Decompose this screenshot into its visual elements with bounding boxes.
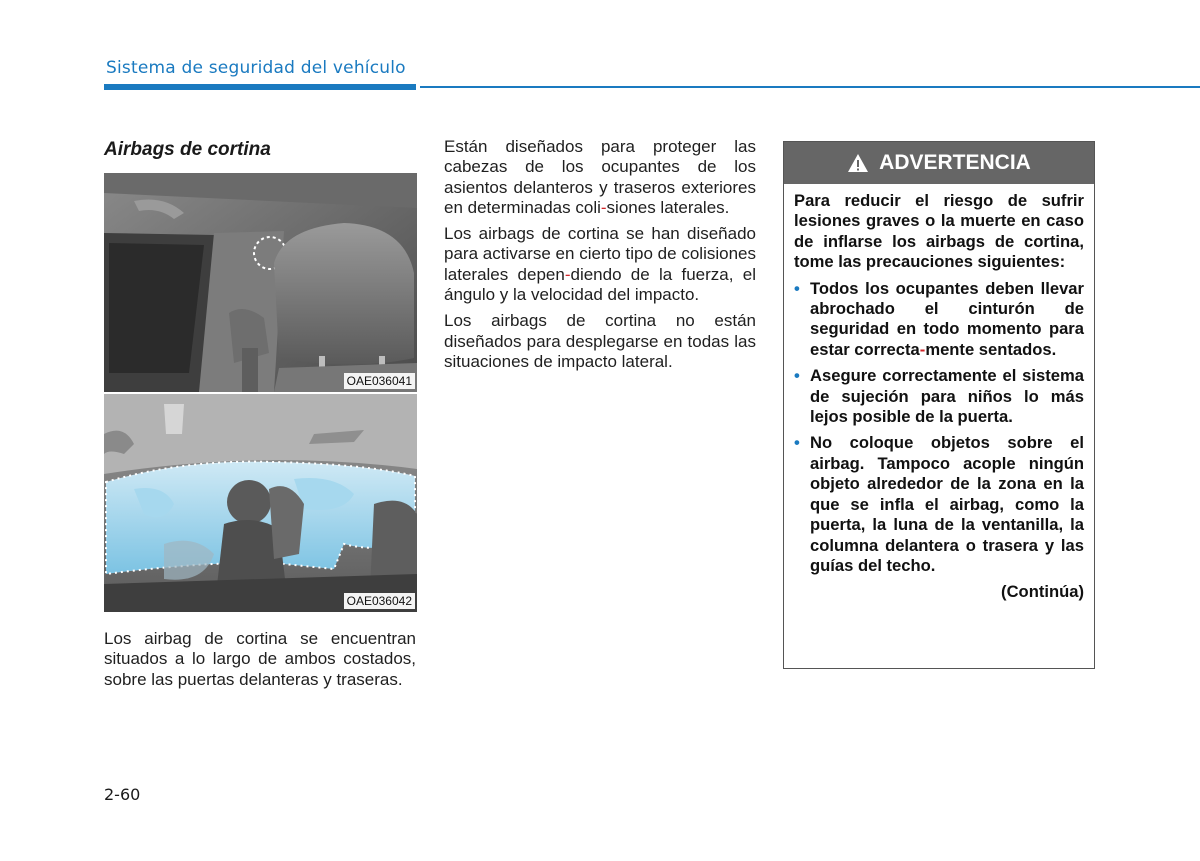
column2-text <box>444 137 756 378</box>
warning-box <box>783 141 1095 669</box>
header-rule-thick <box>104 84 416 90</box>
header-section-title: Sistema de seguridad del vehículo <box>106 58 406 78</box>
figure-airbag-location-illustration <box>104 173 417 392</box>
list-item: • Todos los ocupantes deben llevar abrochado el cinturón de seguridad en todo momento para estar correcta-mente sentados. <box>794 279 1084 361</box>
figure-code-label: OAE036041 <box>344 373 415 389</box>
continued-label: (Continúa) <box>1001 582 1084 602</box>
warning-intro: Para reducir el riesgo de sufrir lesiones graves o la muerte en caso de inflarse los airbags de cortina, tome las precauciones siguientes: <box>794 191 1084 272</box>
list-item: • Asegure correctamente el sistema de sujeción para niños lo más lejos posible de la puerta. <box>794 366 1084 427</box>
paragraph: Están diseñados para proteger las cabezas de los ocupantes de los asientos delanteros y traseros exteriores en determinadas coli-siones laterales. <box>444 137 756 217</box>
warning-header <box>784 142 1094 184</box>
figure-code-label: OAE036042 <box>344 593 415 609</box>
warning-list <box>794 279 1084 577</box>
page-number: 2-60 <box>104 785 141 804</box>
list-item: • No coloque objetos sobre el airbag. Tampoco acople ningún objeto alrededor de la zona en la que se infla el airbag, como la puerta, la luna de la ventanilla, la columna delantera o trasera y las guías del techo. <box>794 433 1084 576</box>
column1-text <box>104 629 416 696</box>
section-title: Airbags de cortina <box>104 139 271 160</box>
header-rule-thin <box>420 86 1200 88</box>
paragraph: Los airbags de cortina no están diseñados para desplegarse en todas las situaciones de impacto lateral. <box>444 311 756 371</box>
paragraph: Los airbag de cortina se encuentran situados a lo largo de ambos costados, sobre las puertas delanteras y traseras. <box>104 629 416 689</box>
figure-airbag-deployed-illustration <box>104 394 417 612</box>
warning-title: ADVERTENCIA <box>879 151 1031 174</box>
figure-airbag-location <box>104 173 417 392</box>
warning-body <box>784 184 1094 603</box>
warning-triangle-icon <box>847 153 869 173</box>
figure-airbag-deployed <box>104 394 417 612</box>
paragraph: Los airbags de cortina se han diseñado para activarse en cierto tipo de colisiones laterales depen-diendo de la fuerza, el ángulo y la velocidad del impacto. <box>444 224 756 305</box>
